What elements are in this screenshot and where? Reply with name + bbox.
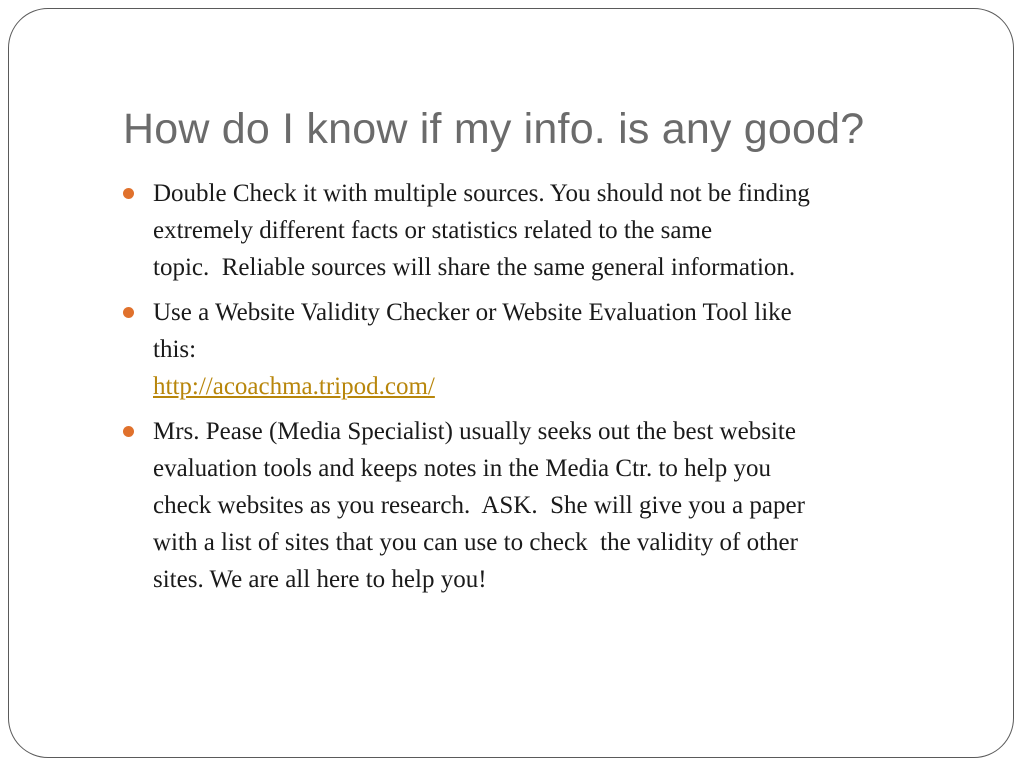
bullet-text-line: extremely different facts or statistics related to the same [153,217,713,244]
bullet-item [153,413,973,598]
bullet-item [153,294,973,405]
bullet-dot-icon [123,426,134,437]
bullet-dot-icon [123,307,134,318]
bullet-text-line: Double Check it with multiple sources. You should not be finding [153,180,810,207]
bullet-text-line: this: [153,336,197,363]
bullet-list [153,175,973,606]
bullet-text-line: Mrs. Pease (Media Specialist) usually seeks out the best website [153,418,796,445]
bullet-text-line: check websites as you research. ASK. She will give you a paper [153,492,805,519]
bullet-text-line: Use a Website Validity Checker or Website Evaluation Tool like [153,299,792,326]
bullet-item [153,175,973,286]
tripod-link[interactable]: http://acoachma.tripod.com/ [153,373,435,400]
bullet-text-line: evaluation tools and keeps notes in the Media Ctr. to help you [153,455,771,482]
bullet-text-line: sites. We are all here to help you! [153,566,487,593]
bullet-dot-icon [123,188,134,199]
slide-frame [8,8,1014,758]
bullet-text-line: topic. Reliable sources will share the same general information. [153,254,796,281]
bullet-text-line: with a list of sites that you can use to check the validity of other [153,529,798,556]
slide-title: How do I know if my info. is any good? [123,105,865,153]
